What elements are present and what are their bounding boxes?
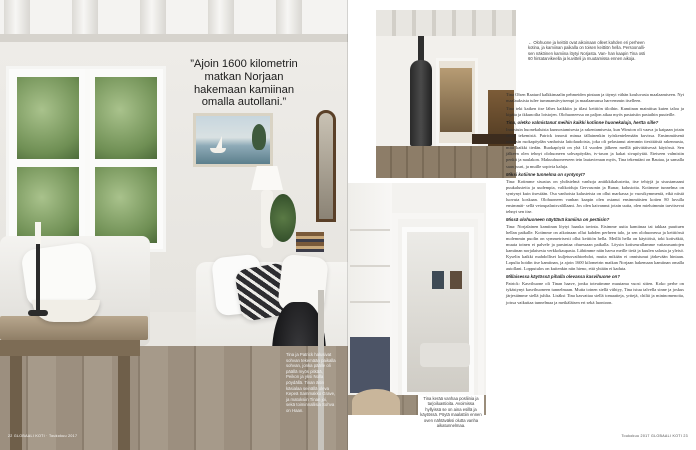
article-paragraph: Tina: Norjalainen kamiinan löytyi haaska tavinta. Etsimme uutta kamiinaa tai takkaa puuttuen hellan paikalle. Kotimme on aikoinaan ollut kahden perheen talo, ja sen olohuonessa ja keittiössä molemmin puolin on symmetrisesti ollut keittiön hella. Meillä hella on käyttöisä, toki kotiväkiä, muuta toinen ei palvele ja parsintaa ohuessaan paikalla. Löysin kotiseurallamme vaitarasuntojen kamiinan norjalaisesta verkkokaupasta. Lähtimme näin harva meille tietä ja kuulen salasta ja yleisö. Kyselin kaikki mahdolliset kuljetusvaihtoehdot, mutta mikään ei onnistunut järkevään hintaan. Lopulta hoidin itse kamiinan, ja ajoin 1600 kilometrin matkan Norjaan hakemaan kamiinan omalla autollani. Lopputulos on kuitenkin niin hieno, että yhtään ei kaduta.: [506, 223, 684, 272]
open-shelf: [350, 265, 390, 267]
folio-right: Toukokuu 2017 GLOBAALI KOTI 23: [621, 434, 688, 438]
door-frame: [392, 213, 484, 403]
open-shelf: [350, 301, 390, 303]
coffee-table-leg: [118, 356, 130, 450]
house-plant: [270, 194, 296, 242]
interview-question: Millaisessa käytössä pihalla olevassa kasvihuone on?: [506, 274, 620, 280]
shelf-room-photo: [348, 183, 486, 429]
window-mullion: [85, 69, 90, 249]
ceiling-crossbeam: [0, 34, 348, 42]
beamed-ceiling: [376, 10, 516, 36]
sea-painting: [193, 113, 273, 167]
stove-room-photo: [376, 10, 516, 178]
coffee-table-apron: [0, 340, 140, 356]
article-paragraph: Innostuin huonekaluista kunnostamisesta ja rakentamisesta, kun Winston oli vaava ja kaipaan jotain omaa tekemistä. Patrick innosti minua tällainenkin työskentelemään kuvissa. Ensimmäisenä rakensin ruokapöydän vanhoista laitolaudoista, joka oli pelastanut aiemmin tiesittäistä rakennusta, mitä kaikki tiedän. Ruokapöytä on yhä 14 vuoden jälkeen meillä päivittäisessä käytössä. Sen jälkeen olen tehnyt olohuoneen sohvapöydän, tv-tason ja kakat sivupöytää. Eteiseen valmistin penkit ja naulakon. Makuuhuoneeseen tein lautavieraan myös, Tina tekemiäni on Bautaa, ja samalla saan juuri, ja muille sopivia kaluja.: [506, 127, 684, 169]
sofa: [420, 343, 470, 367]
painting-boat: [210, 148, 226, 153]
painting-sail: [216, 136, 222, 148]
article-paragraph: Tina Olsen Raaturd kalkkimaalin pehmeiden pintaan ja täynyt vähän kouluvasta maalaamiseen. Nyt maalauksista tulee tummansävyisempi ja maalaamassa harvemmin itselleen.: [506, 92, 684, 104]
norwegian-stove: [410, 60, 432, 146]
painting-tree: [252, 124, 266, 150]
photo-caption-left: Tina ja Patrick halusivat sohvan tekemään paikalla sohvan, jonka päälle oli päällä myös pitkää, Peikon ja yksi Nolla pöydällä. Tinan äitin käsialaa seinällä oleva Kepeä Sammakko Grave, ja matoksiin Tinan joi, sekä toiminnallisia Sohva on Haan.: [286, 352, 336, 413]
photo-caption-bottom: Tina kerää vanhaa posliinia ja tarjoiluastioita. Avoimissa hyllyissä se on aina esillä ja käytössä. Pöytä maalattiin ennen oven nähtäväksi olutta vanha aikatunnelmaa.: [418, 395, 484, 429]
blue-cabinet: [350, 337, 390, 393]
folio-left: 22 GLOBAALI KOTI · Toukokuu 2017: [8, 434, 78, 438]
window-pane: [93, 165, 159, 245]
article-paragraph: Patrick: Kasvihuone oli Tinan haave, jonka toteutimme muutama vuosi sitten. Koko perhe on tykästynyt kasvihuoneen tunnelmaan. Mutta toinen siellä viihtyy, Tina istuu talvella sinne ja joskus järjestämme siellä juhlia. Lisäksi Tina kasvattaa siellä tomaatteja, yrttejä, chiliä ja mininomenoita, joissa vaikuttaa tunnelmaa ja meikäläisen eri sekä luontoon.: [506, 281, 684, 305]
framed-art: [450, 271, 462, 289]
article-paragraph: Tina teki kaiken itse lähes kaikkiin ja tilasi keittiön tiloihin. Kamiinan mainittua kuten taloa ja kipäta ja ikkunoilta loistojen. Olohuoneessa on paljon aikaa myös pastaisiin pastaihin puuteille.: [506, 106, 684, 118]
pull-quote: ”Ajoin 1600 kilometrin matkan Norjaan hakemaan kamiinan omalla autollani.”: [190, 58, 298, 109]
candlestick-foot: [28, 310, 48, 316]
book-stack: [296, 232, 324, 252]
interview-question: Miksi kotiinne tunnelma on syntynyt?: [506, 171, 586, 177]
chair: [352, 389, 400, 415]
right-page: [348, 0, 696, 450]
window-pane: [15, 75, 81, 161]
article-text-column: [506, 92, 684, 308]
open-shelf: [350, 229, 390, 231]
wall-mirror: [316, 110, 336, 222]
stove-pipe: [418, 36, 424, 62]
wooden-floor: [376, 146, 516, 178]
interview-question: Tina, oletko valmistanut meihin kaikki kotiinne huonekaluja, hertta sille?: [506, 120, 659, 126]
candle: [35, 222, 41, 244]
window: [6, 66, 166, 252]
article-paragraph: Tina: Kotimme sisustus on yhdistelmä vanhoja antiikkikalusteita, itse tehtyjä ja sisustamaani puukalusteita ja uudempia, valikoiduja Gervasonin ja Runar, kalustoita. Kotimme tunnelma on syntynyt kuin itsestään. Osa vanhoista kalusteista on ollut markassa jo vuosikymmeniä, eikä niistä luovuta koskaan. Olohuoneen vanhan kaapin olen ostanut ensimmäisten kotien 80 luvulla ensimmäi- sellä vetoupalastsvalillaani. Jos olen kaivannut jotain uutta, olen mieluimmin tarvitsevat tehnyt sen itse.: [506, 178, 684, 214]
interview-question: Missä olohuoneen näyttävä kamiina on peräisin?: [506, 216, 610, 222]
window-pane: [93, 75, 159, 161]
kitchen-view: [440, 68, 472, 132]
window-pane: [15, 165, 81, 245]
sofa-cushion: [20, 241, 97, 308]
photo-caption-top: ← Olohuone ja keittiö ovat aikoinaan olleet kahden eri perheen kotina, ja kamiinan paikalla on toisen keittiön hella. Persoonalli- sen näköinen kamiina löytyi Norjasta. Van- han kaapin Tina osti 60 hintatarvikeella ja kuvitteli ja muutamissa ennen aikoja.: [528, 40, 646, 62]
framed-art: [432, 271, 444, 289]
